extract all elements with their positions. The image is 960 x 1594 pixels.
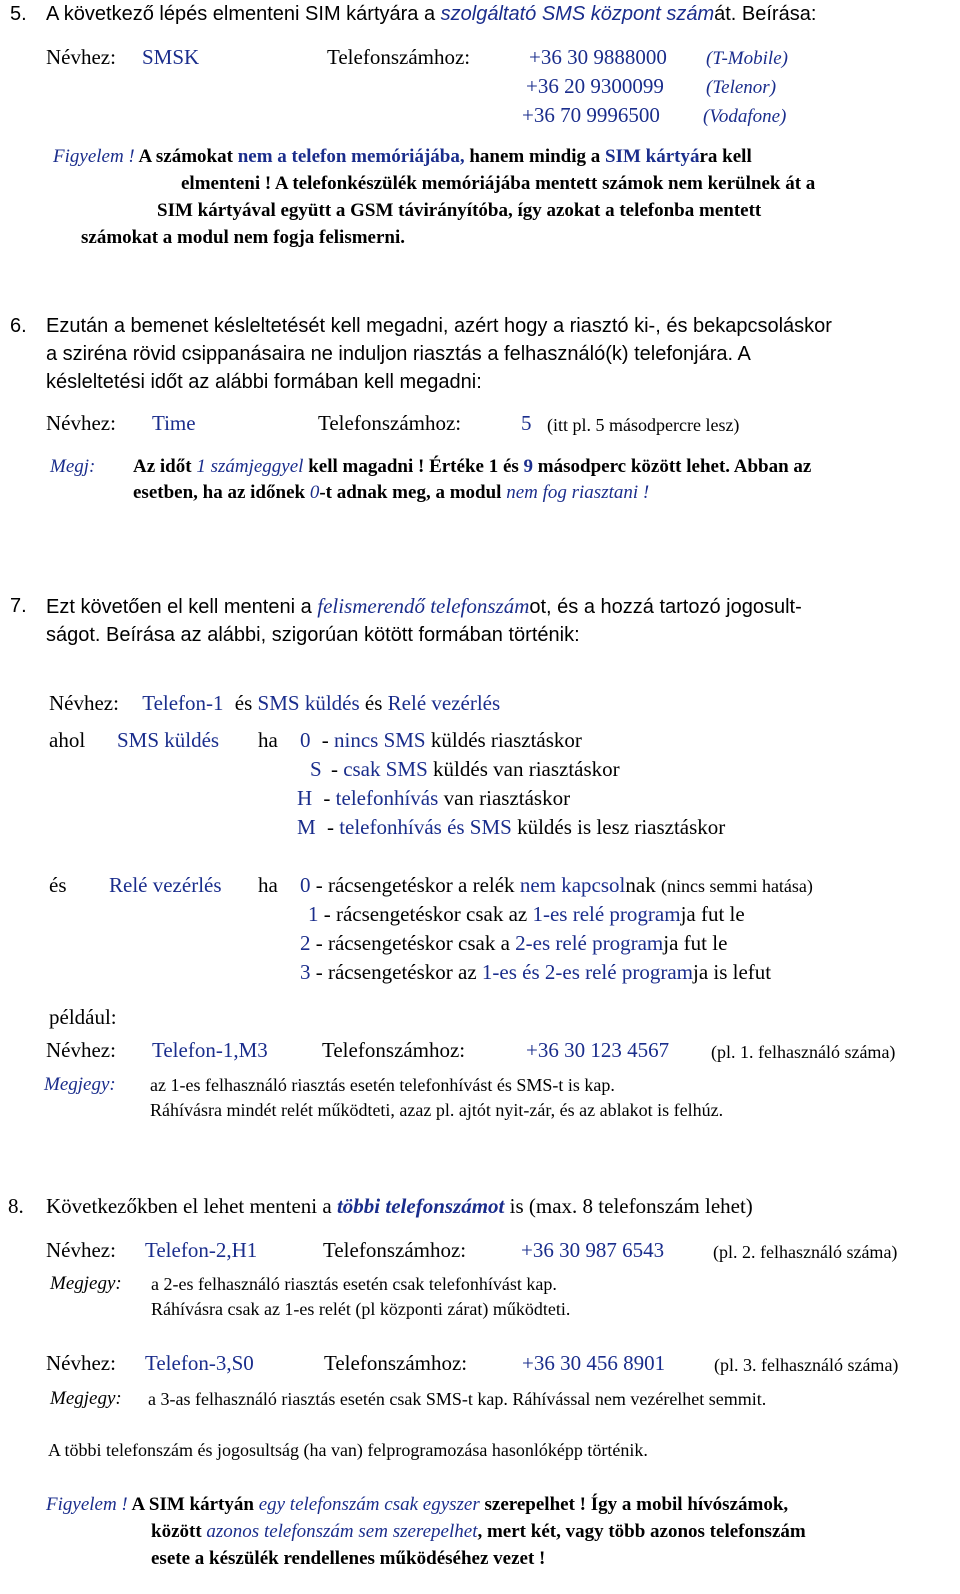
relay-option	[300, 962, 771, 983]
paragraph-text: is (max. 8 telefonszám lehet)	[504, 1194, 753, 1218]
option-text: ja fut le	[663, 931, 728, 955]
final-warning-line	[46, 1495, 788, 1514]
format-sep: és	[364, 691, 383, 715]
option-note: (nincs semmi hatása)	[660, 876, 813, 896]
format-label: Névhez:	[49, 691, 119, 715]
time-name-value: Time	[152, 411, 196, 435]
megjegy-line: az 1-es felhasználó riasztás esetén telefonhívást és SMS-t is kap.	[150, 1075, 615, 1095]
time-name-label: Névhez:	[46, 411, 116, 435]
heading-text: A következő lépés elmenteni SIM kártyára a	[46, 3, 441, 25]
megj-label: Megj:	[50, 456, 96, 477]
paragraph-line: Ezután a bemenet késleltetését kell megadni, azért hogy a riasztó ki-, és bekapcsoláskor	[46, 315, 832, 337]
section-7-number: 7.	[10, 595, 27, 617]
option-text: küldés riasztáskor	[425, 728, 582, 752]
megj-text: esetben, ha az időnek	[133, 482, 310, 503]
megj-emphasis: 1 számjeggyel	[196, 456, 304, 477]
option-emphasis: telefonhívás	[335, 786, 439, 810]
example-name-value: Telefon-2,H1	[145, 1238, 258, 1262]
warning-label: Figyelem !	[46, 1494, 128, 1515]
megjegy-line: a 2-es felhasználó riasztás esetén csak telefonhívást kap.	[151, 1274, 557, 1294]
smsk-name-value: SMSK	[142, 45, 200, 69]
sms-center-number: +36 30 9888000	[529, 45, 667, 69]
megj-line	[133, 483, 649, 502]
paragraph-line	[46, 1196, 753, 1217]
option-text: - rácsengetéskor csak a	[310, 931, 516, 955]
final-warning-line	[151, 1522, 806, 1541]
example-note: (pl. 3. felhasználó száma)	[714, 1355, 899, 1375]
option-code: 1	[308, 902, 319, 926]
sms-option	[300, 730, 582, 751]
example-name-label: Névhez:	[46, 1351, 116, 1375]
smsk-phone-label: Telefonszámhoz:	[327, 45, 471, 69]
option-code: 2	[300, 931, 311, 955]
sms-center-provider: (Telenor)	[706, 77, 777, 98]
example-name-label: Névhez:	[46, 1038, 116, 1062]
ha-label: ha	[258, 873, 278, 897]
relay-option	[300, 875, 813, 896]
option-emphasis: telefonhívás és SMS	[339, 815, 512, 839]
example-note: (pl. 2. felhasználó száma)	[713, 1242, 898, 1262]
relay-option	[308, 904, 745, 925]
paragraph-emphasis: többi telefonszámot	[336, 1194, 505, 1218]
rele-title: Relé vezérlés	[109, 873, 222, 897]
megjegy-line: Ráhívásra csak az 1-es relét (pl központi zárat) működteti.	[151, 1299, 571, 1319]
paragraph-text: ot, és a hozzá tartozó jogosult-	[529, 596, 802, 618]
sms-center-number: +36 70 9996500	[522, 103, 660, 127]
warning-line: számokat a modul nem fogja felismerni.	[81, 227, 406, 248]
megjegy-label: Megjegy:	[44, 1074, 116, 1095]
sms-option	[310, 759, 620, 780]
example-phone-value: +36 30 123 4567	[526, 1038, 670, 1062]
warning-emphasis: nem a telefon memóriájába,	[237, 146, 465, 167]
time-note: (itt pl. 5 másodpercre lesz)	[547, 415, 740, 435]
option-emphasis: nem kapcsol	[519, 873, 626, 897]
option-code: M	[297, 815, 316, 839]
option-dash: -	[321, 728, 329, 752]
warning-line	[53, 147, 752, 166]
megj-text: kell magadni ! Értéke 1 és	[303, 456, 524, 477]
section-5-heading	[46, 4, 816, 24]
megjegy-line: a 3-as felhasználó riasztás esetén csak SMS-t kap. Ráhívással nem vezérelhet semmit.	[148, 1389, 767, 1409]
warning-text: szerepelhet ! Így a mobil hívószámok,	[479, 1494, 789, 1515]
warning-text: ra kell	[699, 146, 752, 167]
example-name-value: Telefon-3,S0	[145, 1351, 254, 1375]
example-note: (pl. 1. felhasználó száma)	[711, 1042, 896, 1062]
sms-option	[297, 788, 570, 809]
paragraph-emphasis: felismerendő telefonszám	[317, 594, 530, 618]
option-emphasis: 1-es relé program	[532, 902, 681, 926]
warning-line: SIM kártyával együtt a GSM távirányítóba, így azokat a telefonba mentett	[157, 200, 762, 221]
example-name-label: Névhez:	[46, 1238, 116, 1262]
paragraph-text: Ezt követően el kell menteni a	[46, 596, 318, 618]
example-phone-label: Telefonszámhoz:	[324, 1351, 468, 1375]
paragraph-text: Következőkben el lehet menteni a	[46, 1194, 337, 1218]
format-sep: és	[234, 691, 253, 715]
option-text: ja is lefut	[692, 960, 772, 984]
warning-label: Figyelem !	[53, 146, 135, 167]
es-label: és	[49, 873, 67, 897]
warning-text: hanem mindig a	[464, 146, 606, 167]
time-phone-label: Telefonszámhoz:	[318, 411, 462, 435]
format-field: SMS küldés	[257, 691, 360, 715]
megj-text: Az időt	[133, 456, 197, 477]
option-text: - rácsengetéskor az	[310, 960, 482, 984]
example-phone-label: Telefonszámhoz:	[322, 1038, 466, 1062]
format-line	[49, 693, 500, 714]
option-dash: -	[330, 757, 338, 781]
section-5-number: 5.	[10, 3, 27, 25]
sms-center-number: +36 20 9300099	[526, 74, 664, 98]
section-6-number: 6.	[10, 315, 27, 337]
option-text: küldés is lesz riasztáskor	[511, 815, 726, 839]
option-text: ja fut le	[680, 902, 745, 926]
warning-line: elmenteni ! A telefonkészülék memóriájába mentett számok nem kerülnek át a	[181, 173, 816, 194]
warning-emphasis: azonos telefonszám sem szerepelhet	[206, 1521, 478, 1542]
format-field: Relé vezérlés	[387, 691, 501, 715]
warning-emphasis: egy telefonszám csak egyszer	[258, 1494, 480, 1515]
option-code: 0	[300, 728, 311, 752]
sms-center-provider: (T-Mobile)	[706, 48, 788, 69]
relay-option	[300, 933, 727, 954]
option-emphasis: 1-es és 2-es relé program	[481, 960, 693, 984]
sms-option	[297, 817, 725, 838]
option-text: nak	[625, 873, 661, 897]
sms-title: SMS küldés	[117, 728, 220, 752]
ahol-label: ahol	[49, 728, 86, 752]
megjegy-line: Ráhívásra mindét relét működteti, azaz pl. ajtót nyit-zár, és az ablakot is felhúz.	[150, 1100, 724, 1120]
megj-emphasis: 0	[309, 482, 320, 503]
megj-emphasis: 9	[523, 456, 534, 477]
option-code: H	[297, 786, 313, 810]
paragraph-line: ságot. Beírása az alábbi, szigorúan kötött formában történik:	[46, 624, 580, 646]
paragraph-line: a sziréna rövid csippanásaira ne induljon riasztás a felhasználó(k) telefonjára. A	[46, 343, 751, 365]
option-text: - rácsengetéskor a relék	[310, 873, 520, 897]
ha-label: ha	[258, 728, 278, 752]
section-8-number: 8.	[8, 1194, 24, 1218]
megj-line	[133, 457, 811, 476]
time-phone-value: 5	[521, 411, 532, 435]
megj-text: -t adnak meg, a modul	[319, 482, 507, 503]
other-numbers-note: A többi telefonszám és jogosultság (ha van) felprogramozása hasonlóképp történik.	[48, 1440, 648, 1460]
peldaul-label: például:	[49, 1005, 117, 1029]
warning-text: , mert két, vagy több azonos telefonszám	[477, 1521, 806, 1542]
heading-emphasis: szolgáltató SMS központ szám	[440, 3, 715, 25]
option-dash: -	[323, 786, 331, 810]
megjegy-label: Megjegy:	[50, 1388, 122, 1409]
option-code: 3	[300, 960, 311, 984]
warning-text: A számokat	[134, 146, 238, 167]
warning-text: A SIM kártyán	[127, 1494, 259, 1515]
heading-text-end: át. Beírása:	[714, 3, 817, 25]
warning-emphasis: SIM kártyá	[605, 146, 700, 167]
megj-emphasis: nem fog riasztani !	[506, 482, 650, 503]
option-emphasis: nincs SMS	[334, 728, 426, 752]
format-field: Telefon-1	[142, 691, 224, 715]
option-text: küldés van riasztáskor	[427, 757, 620, 781]
example-name-value: Telefon-1,M3	[152, 1038, 268, 1062]
option-text: - rácsengetéskor csak az	[318, 902, 533, 926]
paragraph-line	[46, 596, 802, 617]
megj-text: másodperc között lehet. Abban az	[533, 456, 812, 477]
sms-center-provider: (Vodafone)	[703, 106, 787, 127]
example-phone-value: +36 30 456 8901	[522, 1351, 666, 1375]
paragraph-line: késleltetési időt az alábbi formában kell megadni:	[46, 371, 482, 393]
option-emphasis: csak SMS	[343, 757, 428, 781]
example-phone-value: +36 30 987 6543	[521, 1238, 665, 1262]
option-dash: -	[326, 815, 334, 839]
smsk-name-label: Névhez:	[46, 45, 116, 69]
final-warning-line: esete a készülék rendellenes működéséhez vezet !	[151, 1548, 546, 1569]
megjegy-label: Megjegy:	[50, 1273, 122, 1294]
option-emphasis: 2-es relé program	[515, 931, 664, 955]
warning-text: között	[151, 1521, 207, 1542]
option-code: S	[310, 757, 322, 781]
example-phone-label: Telefonszámhoz:	[323, 1238, 467, 1262]
option-code: 0	[300, 873, 311, 897]
option-text: van riasztáskor	[438, 786, 571, 810]
